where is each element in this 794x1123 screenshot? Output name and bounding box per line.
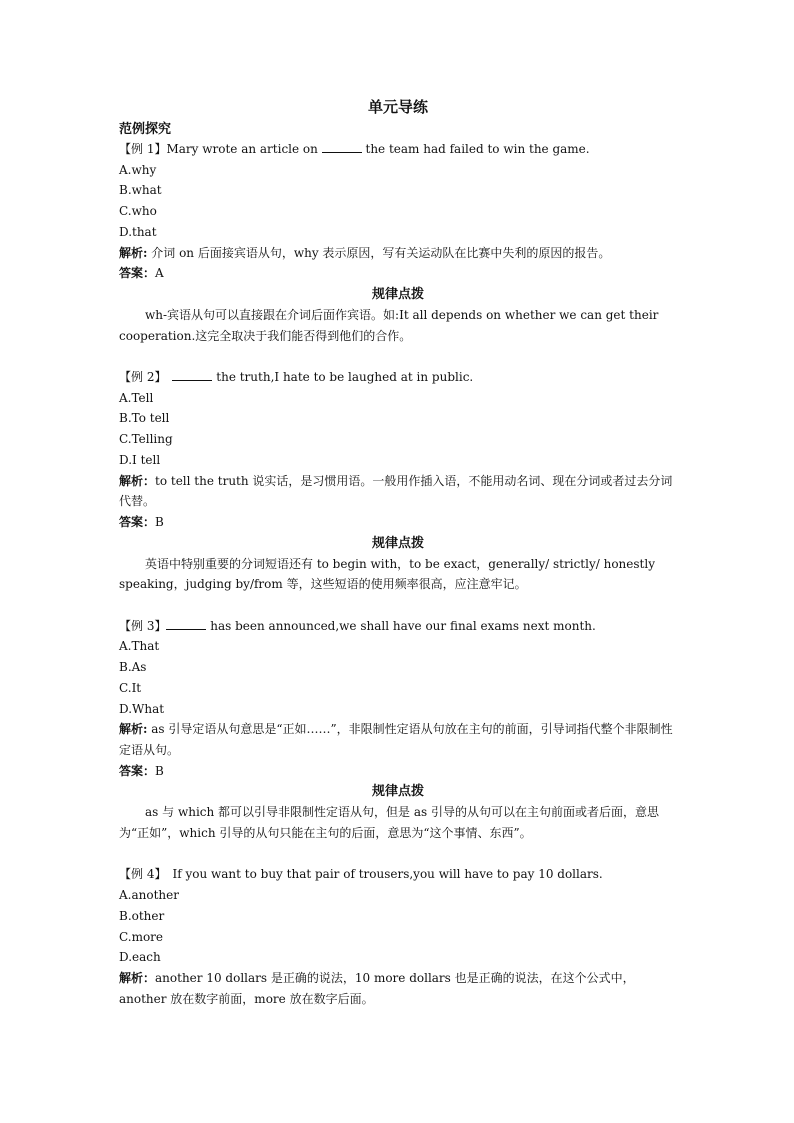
rule-text: wh-宾语从句可以直接跟在介词后面作宾语。如:It all depends on whether we can get their cooperation.这完全取决于我们能否得到他们的合作。: [119, 307, 659, 343]
answer-blank: [172, 369, 212, 381]
example-2-tag: 【例 2】: [119, 370, 167, 385]
analysis-label: 解析：: [119, 473, 156, 488]
section-heading: 范例探究: [119, 122, 172, 137]
analysis-label: 解析:: [119, 245, 148, 260]
analysis-text: 介词 on 后面接宾语从句，why 表示原因，写有关运动队在比赛中失利的原因的报告。: [147, 245, 611, 260]
rule-title: 规律点拨: [371, 784, 424, 800]
example-3-question: [119, 616, 677, 637]
analysis-text: to tell the truth 说实话，是习惯用语。一般用作插入语，不能用动名词、现在分词或者过去分词代替。: [119, 473, 673, 509]
option-c: C.It: [119, 680, 142, 695]
answer-blank: [166, 618, 206, 630]
rule-text: 英语中特别重要的分词短语还有 to begin with，to be exact，generally/ strictly/ honestly speaking，judging by/from 等，这些短语的使用频率很高，应注意牢记。: [119, 556, 655, 592]
option-c: C.more: [119, 929, 164, 944]
example-4-question: [119, 864, 677, 885]
example-1-analysis: [119, 243, 677, 264]
answer-blank: [322, 141, 362, 153]
example-2-answer: [119, 512, 677, 533]
example-2-question: [119, 367, 677, 388]
answer-label: 答案：: [119, 266, 156, 281]
example-1-text-before: Mary wrote an article on: [166, 142, 322, 156]
example-1-answer: [119, 263, 677, 284]
rule-title: 规律点拨: [371, 535, 424, 551]
option-d: D.that: [119, 224, 157, 239]
example-1-text-after: the team had failed to win the game.: [361, 142, 590, 156]
option-b: B.To tell: [119, 411, 170, 426]
option-d: D.each: [119, 950, 161, 965]
document-page: [119, 98, 677, 1009]
option-a: A.That: [119, 639, 160, 654]
example-3-analysis: [119, 719, 677, 760]
answer-value: B: [155, 763, 164, 778]
rule-text: as 与 which 都可以引导非限制性定语从句，但是 as 引导的从句可以在主句前面或者后面，意思为“正如”，which 引导的从句只能在主句的后面，意思为“这个事情、东西”。: [119, 805, 659, 841]
example-4-analysis: [119, 968, 677, 1009]
example-1-question: [119, 139, 677, 160]
analysis-text: another 10 dollars 是正确的说法，10 more dollars 也是正确的说法，在这个公式中，another 放在数字前面，more 放在数字后面。: [119, 970, 635, 1006]
option-d: D.What: [119, 701, 165, 716]
example-3-tag: 【例 3】: [119, 618, 167, 633]
option-b: B.As: [119, 660, 147, 675]
answer-label: 答案：: [119, 514, 156, 529]
option-a: A.Tell: [119, 390, 154, 405]
answer-value: A: [155, 266, 164, 281]
analysis-label: 解析:: [119, 722, 148, 737]
analysis-text: as 引导定语从句意思是“正如……”，非限制性定语从句放在主句的前面，引导词指代整个非限制性定语从句。: [119, 722, 673, 757]
option-b: B.other: [119, 908, 165, 923]
analysis-label: 解析：: [119, 970, 156, 985]
rule-title: 规律点拨: [371, 286, 424, 302]
answer-value: B: [155, 514, 164, 529]
option-a: A.another: [119, 888, 179, 903]
example-2-analysis: [119, 471, 677, 512]
option-d: D.I tell: [119, 452, 161, 467]
example-2-text-after: the truth,I hate to be laughed at in public.: [212, 370, 474, 385]
example-3-text-after: has been announced,we shall have our final exams next month.: [206, 618, 596, 633]
option-a: A.why: [119, 162, 157, 177]
example-4-text: If you want to buy that pair of trousers,you will have to pay 10 dollars.: [172, 867, 603, 882]
example-4-tag: 【例 4】: [119, 867, 167, 882]
option-b: B.what: [119, 183, 162, 198]
example-3-answer: [119, 761, 677, 782]
example-1-tag: 【例 1】: [119, 142, 167, 156]
page-title: 单元导练: [367, 98, 428, 116]
option-c: C.Telling: [119, 432, 173, 447]
option-c: C.who: [119, 204, 157, 219]
answer-label: 答案：: [119, 763, 156, 778]
